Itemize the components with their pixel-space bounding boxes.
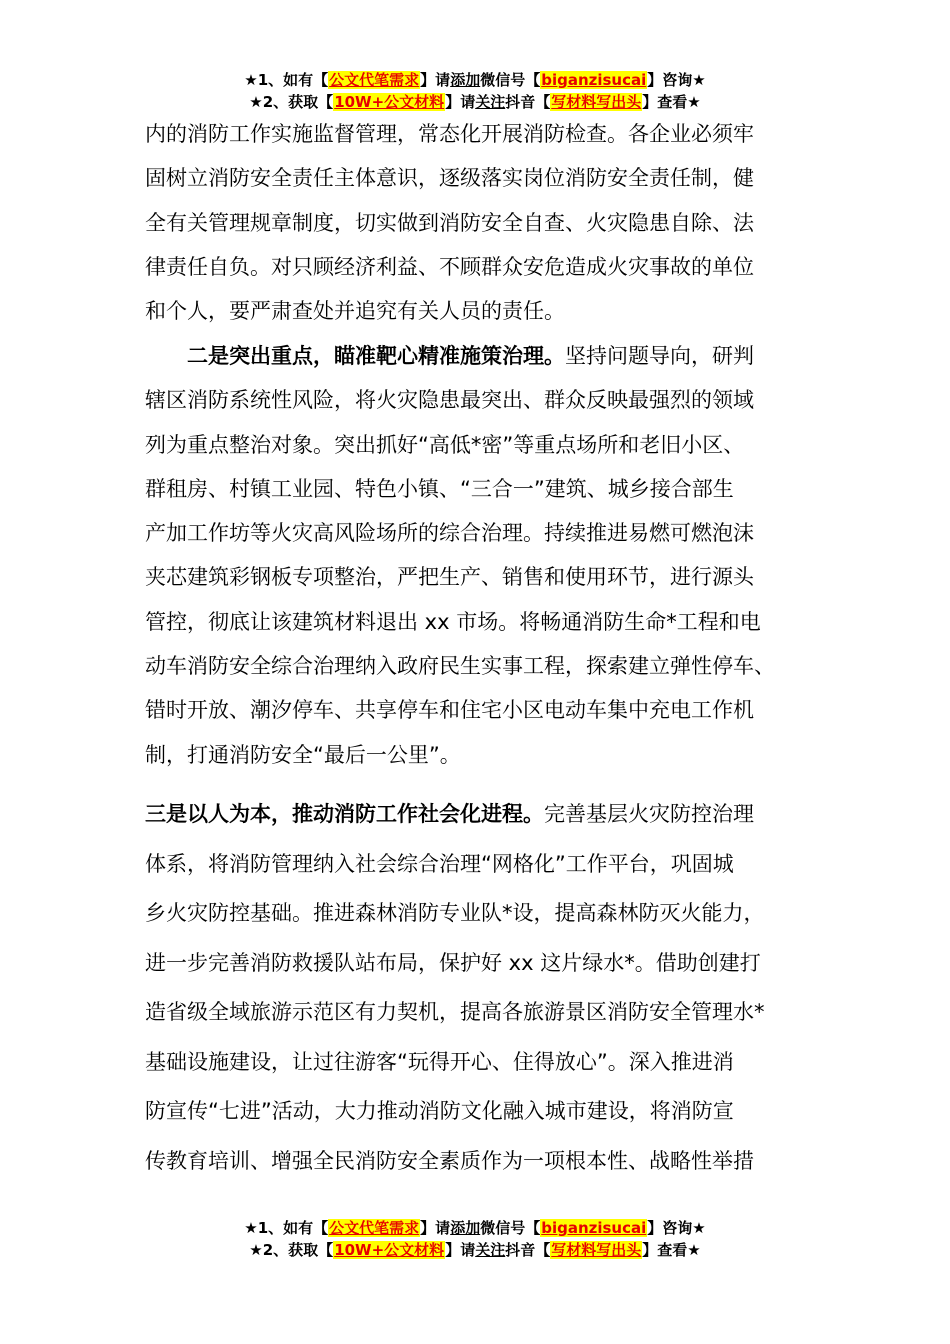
text-line: 错时开放、潮汐停车、共享停车和住宅小区电动车集中充电工作机 [145,698,754,723]
text-line: 辖区消防系统性风险，将火灾隐患最突出、群众反映最强烈的领域 [145,388,754,413]
paragraph-2 [145,334,825,777]
bottom-banner [0,1217,950,1261]
text-line: 管控，彻底让该建筑材料退出 xx 市场。将畅通消防生命*工程和电 [145,609,761,634]
text-line: 动车消防安全综合治理纳入政府民生实事工程，探索建立弹性停车、 [145,654,775,679]
banner-text: ★1、如有【 [244,71,329,89]
banner-text: 】咨询★ [647,1219,706,1237]
text-line: 全有关管理规章制度，切实做到消防安全自查、火灾隐患自除、法 [145,210,754,235]
highlight-wechat-id: biganzisucai [541,1219,647,1237]
text-line [145,790,825,840]
banner-line-2 [0,1239,950,1261]
banner-text: 抖音【 [505,1241,551,1259]
banner-text: 】查看★ [642,93,701,111]
text-line: 体系，将消防管理纳入社会综合治理“网格化”工作平台，巩固城 [145,851,734,876]
banner-text: 】请 [420,1219,451,1237]
text-line [145,334,825,378]
text-line: 传教育培训、增强全民消防安全素质作为一项根本性、战略性举措 [145,1148,754,1173]
banner-underlined-text: 添加 [450,71,481,89]
banner-underlined-text: 关注 [475,93,506,111]
text-line: 产加工作坊等火灾高风险场所的综合治理。持续推进易燃可燃泡沫 [145,521,754,546]
text-line: 基础设施建设，让过往游客“玩得开心、住得放心”。深入推进消 [145,1049,734,1074]
banner-text: 抖音【 [505,93,551,111]
banner-text: ★2、获取【 [249,93,334,111]
paragraph-heading: 二是突出重点，瞄准靶心精准施策治理。 [187,344,565,368]
highlight-douyin-account: 写材料写出头 [551,1241,642,1259]
banner-line-1 [0,69,950,91]
banner-line-2 [0,91,950,113]
banner-text: 】咨询★ [647,71,706,89]
highlight-wechat-id: biganzisucai [541,71,647,89]
banner-text: 】查看★ [642,1241,701,1259]
highlight-materials: 10W+公文材料 [334,1241,445,1259]
highlight-douyin-account: 写材料写出头 [551,93,642,111]
text-line: 固树立消防安全责任主体意识，逐级落实岗位消防安全责任制，健 [145,166,754,191]
highlight-service: 公文代笔需求 [329,1219,420,1237]
banner-underlined-text: 关注 [475,1241,506,1259]
paragraph-3 [145,790,825,1186]
text-line: 列为重点整治对象。突出抓好“高低*密”等重点场所和老旧小区、 [145,432,745,457]
text-line: 内的消防工作实施监督管理，常态化开展消防检查。各企业必须牢 [145,122,754,146]
paragraph-heading: 三是以人为本，推动消防工作社会化进程。 [145,802,544,826]
banner-text: 】请 [445,1241,476,1259]
text-line: 造省级全域旅游示范区有力契机，提高各旅游景区消防安全管理水* [145,1000,765,1024]
text-line: 乡火灾防控基础。推进森林消防专业队*设，提高森林防灭火能力， [145,901,765,925]
text-line: 夹芯建筑彩钢板专项整治，严把生产、销售和使用环节，进行源头 [145,565,754,590]
banner-text: 】请 [420,71,451,89]
banner-underlined-text: 添加 [450,1219,481,1237]
highlight-service: 公文代笔需求 [329,71,420,89]
banner-text: ★1、如有【 [244,1219,329,1237]
banner-text: 微信号【 [480,71,541,89]
text-line: 律责任自负。对只顾经济利益、不顾群众安危造成火灾事故的单位 [145,254,754,279]
banner-text: 微信号【 [480,1219,541,1237]
paragraph-text: 完善基层火灾防控治理 [544,802,754,826]
banner-text: ★2、获取【 [249,1241,334,1259]
text-line: 进一步完善消防救援队站布局，保护好 xx 这片绿水*。借助创建打 [145,950,761,975]
banner-line-1 [0,1217,950,1239]
top-banner [0,69,950,113]
highlight-materials: 10W+公文材料 [334,93,445,111]
text-line: 群租房、村镇工业园、特色小镇、“三合一”建筑、城乡接合部生 [145,476,734,501]
text-line: 和个人，要严肃查处并追究有关人员的责任。 [145,299,565,324]
paragraph-text: 坚持问题导向，研判 [565,344,754,368]
text-line: 制，打通消防安全“最后一公里”。 [145,742,461,767]
text-line: 防宣传“七进”活动，大力推动消防文化融入城市建设，将消防宣 [145,1099,734,1123]
banner-text: 】请 [445,93,476,111]
paragraph-1 [145,112,825,333]
